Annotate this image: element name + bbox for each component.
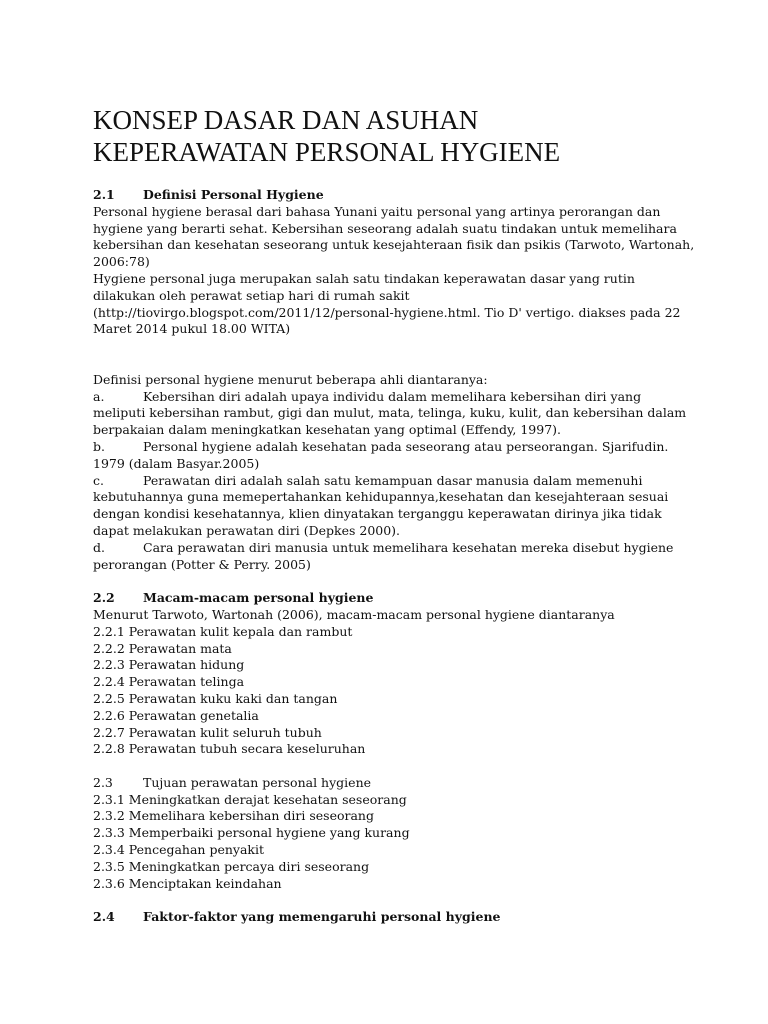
list-item: 2.2.1 Perawatan kulit kepala dan rambut <box>93 623 353 639</box>
list-item: 2.3.2 Memelihara kebersihan diri seseorang <box>93 808 374 824</box>
list-item: 2.2.6 Perawatan genetalia <box>93 707 259 723</box>
paragraph-line: hygiene yang berarti sehat. Kebersihan seseorang adalah suatu tindakan untuk memelihara <box>93 220 677 236</box>
document-title <box>93 104 560 168</box>
paragraph-line: perorangan (Potter & Perry. 2005) <box>93 556 311 572</box>
definition-item-b: b. Personal hygiene adalah kesehatan pada seseorang atau perseorangan. Sjarifudin. <box>93 438 669 454</box>
document-body <box>93 187 695 926</box>
definition-item-d: d. Cara perawatan diri manusia untuk memelihara kesehatan mereka disebut hygiene <box>93 539 674 555</box>
title-line: KONSEP DASAR DAN ASUHAN <box>93 105 479 135</box>
paragraph-line: dengan kondisi kesehatannya, klien dinyatakan terganggu keperawatan dirinya jika tidak <box>93 506 662 522</box>
section-heading-2-3: 2.3 Tujuan perawatan personal hygiene <box>93 774 372 790</box>
paragraph-line: dapat melakukan perawatan diri (Depkes 2000). <box>93 522 401 538</box>
paragraph-line: kebersihan dan kesehatan seseorang untuk kesejahteraan fisik dan psikis (Tarwoto, Wartonah, <box>93 237 695 253</box>
section-intro: Menurut Tarwoto, Wartonah (2006), macam-macam personal hygiene diantaranya <box>93 606 615 622</box>
list-item: 2.2.7 Perawatan kulit seluruh tubuh <box>93 724 322 740</box>
paragraph-line: Hygiene personal juga merupakan salah satu tindakan keperawatan dasar yang rutin <box>93 270 635 286</box>
title-line: KEPERAWATAN PERSONAL HYGIENE <box>93 137 561 167</box>
list-item: 2.2.5 Perawatan kuku kaki dan tangan <box>93 690 338 706</box>
list-item: 2.2.2 Perawatan mata <box>93 640 232 656</box>
list-item: 2.2.8 Perawatan tubuh secara keseluruhan <box>93 741 366 757</box>
list-item: 2.3.5 Meningkatkan percaya diri seseorang <box>93 858 370 874</box>
definition-item-c: c. Perawatan diri adalah salah satu kemampuan dasar manusia dalam memenuhi <box>93 472 643 488</box>
paragraph-line: dilakukan oleh perawat setiap hari di rumah sakit <box>93 287 410 303</box>
list-item: 2.3.1 Meningkatkan derajat kesehatan seseorang <box>93 791 407 807</box>
list-item: 2.2.4 Perawatan telinga <box>93 674 245 690</box>
list-item: 2.2.3 Perawatan hidung <box>93 657 245 673</box>
paragraph-line: 2006:78) <box>93 254 150 270</box>
list-item: 2.3.6 Menciptakan keindahan <box>93 875 282 891</box>
section-heading-2-4: 2.4 Faktor-faktor yang memengaruhi personal hygiene <box>93 909 501 925</box>
paragraph-line: Personal hygiene berasal dari bahasa Yunani yaitu personal yang artinya perorangan dan <box>93 203 661 219</box>
paragraph-line: kebutuhannya guna memepertahankan kehidupannya,kesehatan dan kesejahteraan sesuai <box>93 489 669 505</box>
paragraph-line: 1979 (dalam Basyar.2005) <box>93 455 260 471</box>
paragraph-line: (http://tiovirgo.blogspot.com/2011/12/personal-hygiene.html. Tio D' vertigo. diakses pada 22 <box>93 304 681 320</box>
list-item: 2.3.4 Pencegahan penyakit <box>93 842 265 858</box>
list-item: 2.3.3 Memperbaiki personal hygiene yang kurang <box>93 825 410 841</box>
paragraph-line: Maret 2014 pukul 18.00 WITA) <box>93 321 291 337</box>
section-heading-2-2: 2.2 Macam-macam personal hygiene <box>93 590 374 606</box>
paragraph-line: meliputi kebersihan rambut, gigi dan mulut, mata, telinga, kuku, kulit, dan kebersihan dalam <box>93 405 687 421</box>
section-heading-2-1: 2.1 Definisi Personal Hygiene <box>93 187 324 202</box>
definition-item-a: a. Kebersihan diri adalah upaya individu dalam memelihara kebersihan diri yang <box>93 388 642 404</box>
paragraph-line: berpakaian dalam meningkatkan kesehatan yang optimal (Effendy, 1997). <box>93 422 562 438</box>
definition-intro: Definisi personal hygiene menurut beberapa ahli diantaranya: <box>93 371 488 387</box>
